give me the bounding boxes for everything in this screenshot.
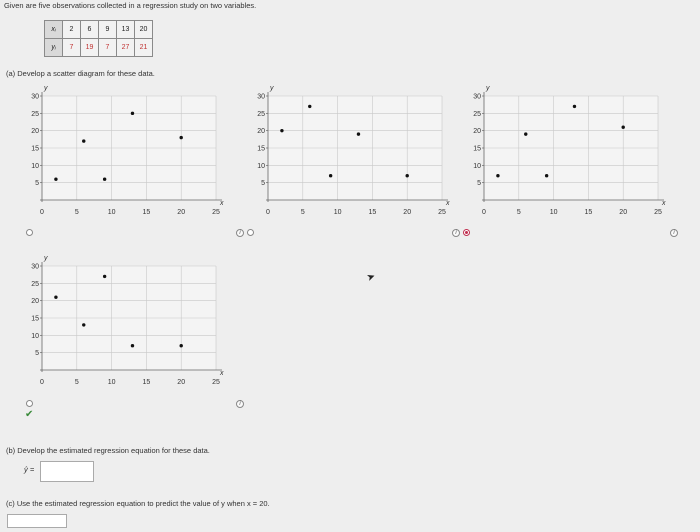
x-tick-label: 20 [403,209,412,216]
y-tick-label: 15 [257,145,265,153]
x-tick-label: 10 [549,209,558,216]
y-tick-label: 30 [31,93,39,101]
x-tick-label: 15 [368,209,377,216]
y-tick-label: 30 [31,263,39,271]
part-c-label: (c) Use the estimated regression equation to predict the value of y when x = 20. [6,499,270,508]
x-axis-label: x [220,200,224,207]
x-value: 6 [81,21,99,39]
data-point [545,174,548,177]
data-point [406,174,409,177]
x-tick-label: 15 [142,379,151,386]
data-point [54,296,57,299]
info-icon[interactable]: i [236,229,244,237]
x-tick-label: 10 [107,379,116,386]
x-tick-label: 25 [212,379,220,386]
data-point [496,174,499,177]
y-axis-label: y [270,85,274,92]
x-tick-label: 25 [212,209,220,216]
y-tick-label: 25 [257,110,265,118]
x-tick-label: 5 [300,209,305,216]
y-tick-label: 10 [31,162,39,170]
y-value: 19 [81,39,99,57]
y-tick-label: 20 [31,298,39,306]
y-value: 21 [135,39,153,57]
info-icon[interactable]: i [670,229,678,237]
data-point [357,132,360,135]
question-title: Given are five observations collected in a regression study on two variables. [4,1,257,10]
option-2-radio[interactable] [247,229,254,236]
x-row [45,21,153,39]
y-tick-label: 15 [31,315,39,323]
info-icon[interactable]: i [452,229,460,237]
y-tick-label: 10 [257,162,265,170]
x-value: 20 [135,21,153,39]
x-tick-label: 20 [177,209,186,216]
x-value: 2 [63,21,81,39]
y-axis-label: y [44,85,48,92]
data-point [329,174,332,177]
regression-equation-input[interactable] [40,461,94,482]
y-tick-label: 25 [473,110,481,118]
x-tick-label: 20 [177,379,186,386]
x-value: 9 [99,21,117,39]
scatter-option-3 [466,82,696,222]
data-point [308,105,311,108]
x-tick-label: 5 [516,209,521,216]
x-header: xᵢ [45,21,63,39]
x-tick-label: 0 [40,209,44,216]
x-tick-label: 25 [654,209,662,216]
y-tick-label: 5 [477,180,481,188]
part-b-label: (b) Develop the estimated regression equation for these data. [6,446,210,455]
y-tick-label: 20 [31,128,39,136]
x-tick-label: 20 [619,209,628,216]
y-row [45,39,153,57]
y-tick-label: 5 [35,180,39,188]
y-value: 7 [99,39,117,57]
data-point [180,344,183,347]
option-1-radio[interactable] [26,229,33,236]
y-tick-label: 20 [257,128,265,136]
x-tick-label: 15 [584,209,593,216]
x-axis-label: x [446,200,450,207]
y-tick-label: 15 [31,145,39,153]
y-tick-label: 5 [261,180,265,188]
part-a-label: (a) Develop a scatter diagram for these data. [6,69,155,78]
x-tick-label: 10 [333,209,342,216]
x-value: 13 [117,21,135,39]
x-tick-label: 15 [142,209,151,216]
y-tick-label: 10 [473,162,481,170]
x-axis-label: x [662,200,666,207]
data-point [82,323,85,326]
observations-table [44,20,153,57]
data-point [103,178,106,181]
scatter-option-2 [250,82,470,222]
scatter-option-4 [24,252,244,392]
y-value: 27 [117,39,135,57]
data-point [103,275,106,278]
y-tick-label: 20 [473,128,481,136]
data-point [573,105,576,108]
data-point [622,126,625,129]
x-tick-label: 0 [266,209,270,216]
data-point [131,344,134,347]
data-point [524,132,527,135]
x-tick-label: 0 [40,379,44,386]
info-icon[interactable]: i [236,400,244,408]
data-point [54,178,57,181]
y-tick-label: 5 [35,350,39,358]
x-axis-label: x [220,370,224,377]
x-tick-label: 10 [107,209,116,216]
y-tick-label: 10 [31,332,39,340]
y-tick-label: 15 [473,145,481,153]
y-tick-label: 30 [257,93,265,101]
y-axis-label: y [486,85,490,92]
y-header: yᵢ [45,39,63,57]
yhat-label: ŷ = [24,465,35,474]
option-3-radio[interactable] [463,229,470,236]
prediction-input[interactable] [7,514,67,528]
y-axis-label: y [44,255,48,262]
scatter-option-1 [24,82,244,222]
x-tick-label: 0 [482,209,486,216]
y-value: 7 [63,39,81,57]
y-tick-label: 30 [473,93,481,101]
y-tick-label: 25 [31,110,39,118]
data-point [82,139,85,142]
x-tick-label: 5 [74,379,79,386]
check-icon: ✔ [25,409,34,420]
data-point [280,129,283,132]
data-point [180,136,183,139]
x-tick-label: 5 [74,209,79,216]
x-tick-label: 25 [438,209,446,216]
y-tick-label: 25 [31,280,39,288]
data-point [131,112,134,115]
cursor-arrow-icon: ➤ [365,270,378,285]
option-4-radio[interactable] [26,400,33,407]
